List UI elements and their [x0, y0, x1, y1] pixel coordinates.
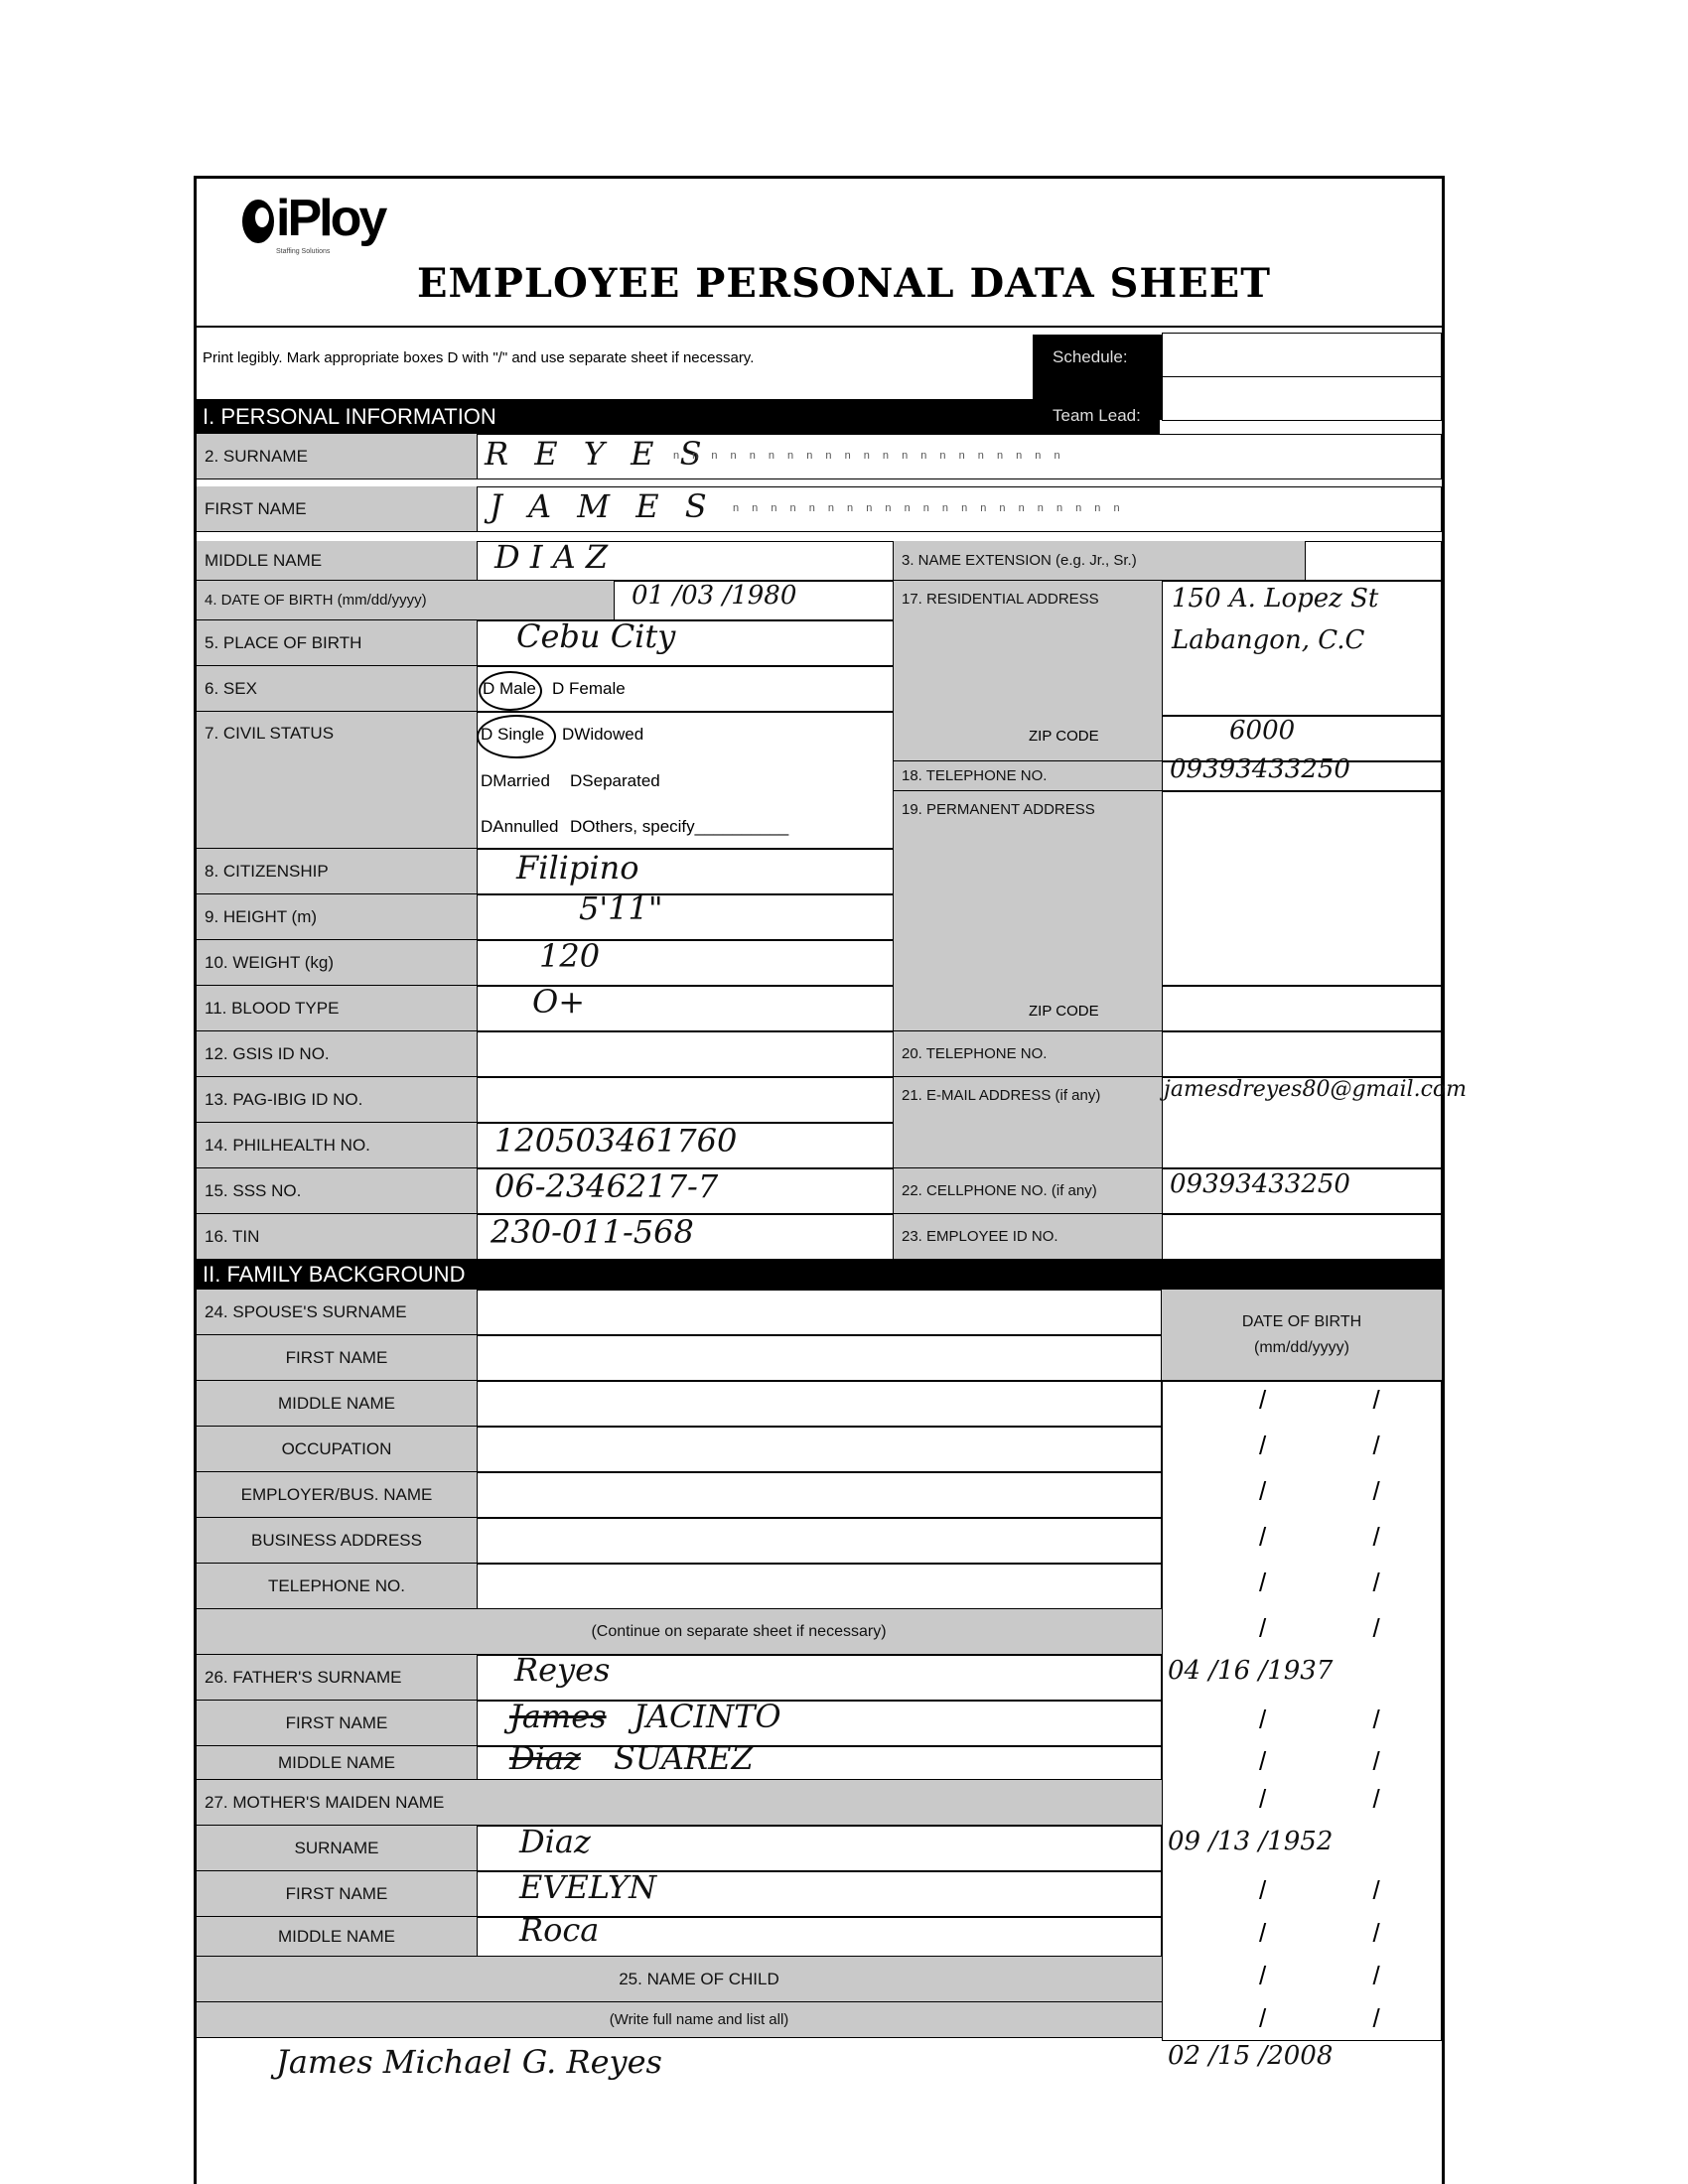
father-first-struck: James	[509, 1698, 607, 1735]
father-surname-value: Reyes	[514, 1651, 611, 1689]
label-height: 9. HEIGHT (m)	[197, 894, 477, 940]
philhealth-value: 120503461760	[494, 1122, 738, 1160]
dob-father-first: / /	[1259, 1705, 1430, 1734]
sex-option-female[interactable]: D Female	[552, 679, 626, 698]
label-father-middle: MIDDLE NAME	[197, 1746, 477, 1780]
dob-value: 01 /03 /1980	[632, 581, 797, 611]
tin-value: 230-011-568	[491, 1213, 694, 1251]
weight-value: 120	[539, 937, 601, 975]
zip-2-field[interactable]	[1162, 986, 1442, 1031]
mother-middle-value: Roca	[519, 1911, 600, 1949]
dob-child-2: / /	[1259, 2003, 1430, 2033]
civil-single[interactable]: D Single	[481, 725, 545, 744]
section-personal-info	[197, 399, 1160, 435]
mother-surname-value: Diaz	[519, 1823, 591, 1860]
spouse-first-field[interactable]	[477, 1335, 1162, 1381]
dob-occupation: / /	[1259, 1431, 1430, 1460]
label-mother-maiden: 27. MOTHER'S MAIDEN NAME	[197, 1780, 1162, 1826]
civil-annulled[interactable]: DAnnulled	[481, 817, 559, 836]
civil-others[interactable]: DOthers, specify__________	[570, 817, 789, 836]
label-permanent-address: 19. PERMANENT ADDRESS	[894, 791, 1162, 1031]
civil-married[interactable]: DMarried	[481, 771, 550, 790]
label-sss: 15. SSS NO.	[197, 1168, 477, 1214]
child-dob-partial: 02 /15 /2008	[1168, 2041, 1334, 2071]
label-gsis: 12. GSIS ID NO.	[197, 1031, 477, 1077]
instructions: Print legibly. Mark appropriate boxes D with "/" and use separate sheet if necessary.	[203, 349, 755, 366]
label-business-address: BUSINESS ADDRESS	[197, 1518, 477, 1564]
label-sex: 6. SEX	[197, 666, 477, 712]
label-spouse-middle: MIDDLE NAME	[197, 1381, 477, 1427]
label-occupation: OCCUPATION	[197, 1427, 477, 1472]
spouse-middle-field[interactable]	[477, 1381, 1162, 1427]
dob-spouse-middle: / /	[1259, 1385, 1430, 1415]
label-residential-address: 17. RESIDENTIAL ADDRESS	[894, 581, 1162, 761]
label-weight: 10. WEIGHT (kg)	[197, 940, 477, 986]
mother-first-value: EVELYN	[519, 1868, 657, 1906]
dob-father-middle: / /	[1259, 1746, 1430, 1776]
label-philhealth: 14. PHILHEALTH NO.	[197, 1123, 477, 1168]
label-father-surname: 26. FATHER'S SURNAME	[197, 1655, 477, 1701]
telephone-2-field[interactable]	[1162, 1031, 1442, 1077]
label-place-of-birth: 5. PLACE OF BIRTH	[197, 620, 477, 666]
dob-bus-address: / /	[1259, 1522, 1430, 1552]
dob-mother-middle: / /	[1259, 1918, 1430, 1948]
team-lead-field[interactable]	[1162, 376, 1442, 421]
dob-header-line1: DATE OF BIRTH	[1241, 1312, 1362, 1330]
child-note: (Write full name and list all)	[197, 2002, 1162, 2038]
label-name-extension: 3. NAME EXTENSION (e.g. Jr., Sr.)	[894, 541, 1305, 581]
section-title: II. FAMILY BACKGROUND	[203, 1262, 466, 1287]
label-father-first: FIRST NAME	[197, 1701, 477, 1746]
label-cellphone: 22. CELLPHONE NO. (if any)	[894, 1168, 1162, 1214]
label-mother-first: FIRST NAME	[197, 1871, 477, 1917]
label-telephone: TELEPHONE NO.	[197, 1564, 477, 1609]
section-title: I. PERSONAL INFORMATION	[203, 404, 496, 429]
label-dob: 4. DATE OF BIRTH (mm/dd/yyyy)	[197, 581, 614, 620]
dob-continue: / /	[1259, 1613, 1430, 1643]
label-telephone-1: 18. TELEPHONE NO.	[894, 761, 1162, 791]
dob-header	[1162, 1290, 1442, 1381]
label-mother-surname: SURNAME	[197, 1826, 477, 1871]
label-blood-type: 11. BLOOD TYPE	[197, 986, 477, 1031]
place-of-birth-value: Cebu City	[516, 617, 676, 655]
middle-name-value: D I A Z	[494, 538, 609, 576]
sss-value: 06-2346217-7	[494, 1167, 719, 1205]
label-zip-2: ZIP CODE	[1029, 1003, 1099, 1020]
label-civil-status: 7. CIVIL STATUS	[197, 712, 477, 849]
employer-field[interactable]	[477, 1472, 1162, 1518]
team-lead-label: Team Lead:	[1053, 406, 1141, 425]
pagibig-field[interactable]	[477, 1077, 894, 1123]
schedule-field[interactable]	[1162, 333, 1442, 377]
dob-employer: / /	[1259, 1476, 1430, 1506]
gsis-field[interactable]	[477, 1031, 894, 1077]
logo-subtext: Staffing Solutions	[276, 248, 331, 255]
civil-separated[interactable]: DSeparated	[570, 771, 660, 790]
email-value: jamesdreyes80@gmail.com	[1164, 1077, 1468, 1102]
res-address-line2: Labangon, C.C	[1172, 625, 1365, 655]
mother-dob-value: 09 /13 /1952	[1168, 1827, 1334, 1856]
father-dob-value: 04 /16 /1937	[1168, 1656, 1334, 1686]
label-spouse-surname: 24. SPOUSE'S SURNAME	[197, 1290, 477, 1335]
business-address-field[interactable]	[477, 1518, 1162, 1564]
label-middle-name: MIDDLE NAME	[197, 541, 477, 581]
sex-option-male[interactable]: D Male	[483, 679, 536, 698]
label-spouse-first: FIRST NAME	[197, 1335, 477, 1381]
label-telephone-2: 20. TELEPHONE NO.	[894, 1031, 1162, 1077]
continue-note: (Continue on separate sheet if necessary)	[197, 1609, 1162, 1655]
label-first-name: FIRST NAME	[197, 486, 477, 532]
surname-boxes: n n n n n n n n n n n n n n n n n n n n n	[673, 450, 1065, 462]
data-sheet-form	[194, 176, 1468, 2184]
label-pagibig: 13. PAG-IBIG ID NO.	[197, 1077, 477, 1123]
label-surname: 2. SURNAME	[197, 434, 477, 479]
first-name-value: J A M E S	[490, 487, 715, 525]
label-employer: EMPLOYER/BUS. NAME	[197, 1472, 477, 1518]
cellphone-value: 09393433250	[1170, 1169, 1350, 1199]
dob-mother-first: / /	[1259, 1875, 1430, 1905]
telephone-1-value: 09393433250	[1170, 754, 1350, 784]
dob-mother-maiden: / /	[1259, 1784, 1430, 1814]
label-name-of-child: 25. NAME OF CHILD	[197, 1957, 1162, 2002]
surname-value: R E Y E S	[485, 435, 710, 473]
occupation-field[interactable]	[477, 1427, 1162, 1472]
label-citizenship: 8. CITIZENSHIP	[197, 849, 477, 894]
father-middle-value: SUAREZ	[614, 1739, 754, 1777]
father-first-value: JACINTO	[633, 1698, 781, 1735]
height-field[interactable]	[477, 894, 894, 940]
civil-widowed[interactable]: DWidowed	[562, 725, 644, 744]
label-email: 21. E-MAIL ADDRESS (if any)	[894, 1077, 1162, 1168]
blood-type-value: O+	[532, 983, 586, 1021]
schedule-label: Schedule:	[1053, 347, 1128, 366]
spouse-surname-field[interactable]	[477, 1290, 1162, 1335]
dob-header-line2: (mm/dd/yyyy)	[1254, 1338, 1349, 1356]
label-employee-id: 23. EMPLOYEE ID NO.	[894, 1214, 1162, 1260]
child-partial-value: James Michael G. Reyes	[276, 2043, 662, 2081]
section-family-background	[197, 1260, 1442, 1290]
logo-text: iPloy	[276, 190, 385, 247]
label-mother-middle: MIDDLE NAME	[197, 1917, 477, 1957]
dob-telephone: / /	[1259, 1568, 1430, 1597]
page-title: EMPLOYEE PERSONAL DATA SHEET	[417, 260, 1271, 307]
height-value: 5'11"	[579, 889, 663, 927]
first-name-boxes: n n n n n n n n n n n n n n n n n n n n n	[733, 502, 1125, 514]
employee-id-field[interactable]	[1162, 1214, 1442, 1260]
dob-child-1: / /	[1259, 1961, 1430, 1990]
res-address-line1: 150 A. Lopez St	[1172, 584, 1379, 614]
spouse-telephone-field[interactable]	[477, 1564, 1162, 1609]
father-middle-struck: Diaz	[509, 1739, 581, 1777]
citizenship-value: Filipino	[516, 849, 639, 887]
name-extension-field[interactable]	[1305, 541, 1442, 581]
permanent-address-field[interactable]	[1162, 791, 1442, 986]
zip-1-value: 6000	[1229, 716, 1296, 746]
label-zip-1: ZIP CODE	[1029, 728, 1099, 745]
label-tin: 16. TIN	[197, 1214, 477, 1260]
